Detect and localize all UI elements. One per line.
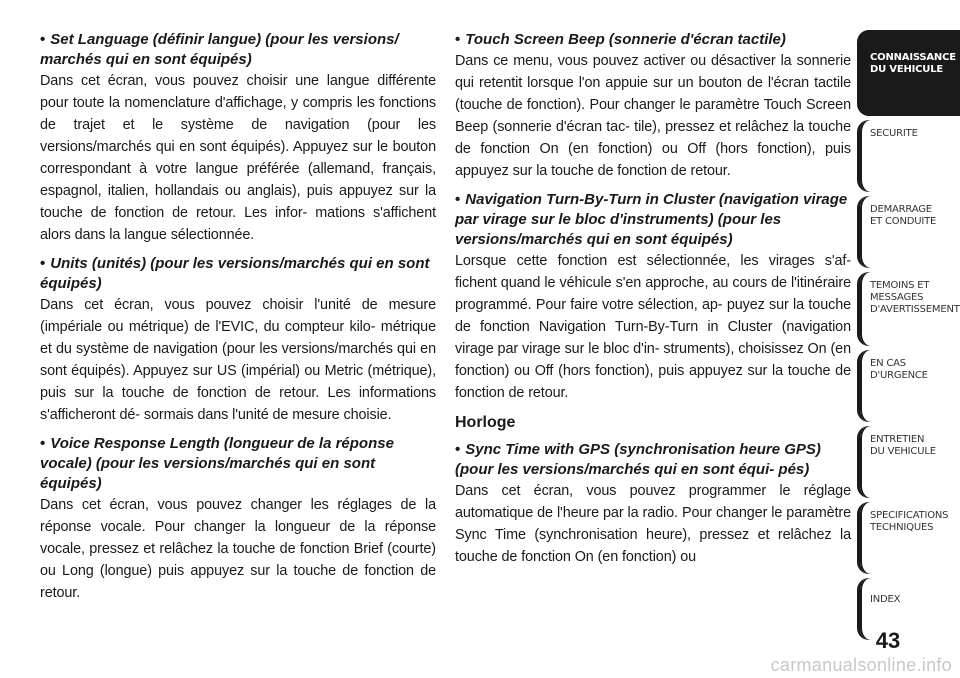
bullet: • [40,435,46,452]
bullet: • [455,441,461,458]
section-navigation-turn-by-turn [455,190,851,404]
bullet: • [40,31,46,48]
item-body: Dans cet écran, vous pouvez choisir une langue différente pour toute la nomenclature d'affichage, y compris les fonctions de trajet et le système de navigation (pour les versions/marchés qui en sont équipés). Appuyez sur le bouton correspondant à votre langue préférée (allemand, français, espagnol, italien, hollandais ou anglais), puis appuyez sur la touche de fonction de retour. Les infor- mations s'affichent alors dans la langue sélectionnée. [40,73,436,243]
item-body: Dans cet écran, vous pouvez programmer le réglage automatique de l'heure par la radio. Pour changer le paramètre Sync Time (synchronisation heure), pressez et relâchez la touche de fonction On (en fonction) ou [455,483,851,565]
section-sync-time [455,440,851,568]
item-body: Dans cet écran, vous pouvez choisir l'unité de mesure (impériale ou métrique) de l'EVIC, du compteur kilo- métrique et du système de navigation (pour les versions/marchés qui en sont équipés). Appuyez sur US (impérial) ou Metric (métrique), puis sur la touche de fonction de retour. Les informations s'afficheront dé- sormais dans l'unité de mesure choisie. [40,297,436,423]
item-heading: Voice Response Length (longueur de la réponse vocale) (pour les versions/marchés qui en sont équipés) [40,435,394,492]
item-heading: Units (unités) (pour les versions/marchés qui en sont équipés) [40,255,430,292]
tab-entretien-du-vehicule[interactable]: ENTRETIEN DU VEHICULE [857,426,960,498]
watermark: carmanualsonline.info [770,655,952,675]
bullet: • [40,255,46,272]
item-heading: Sync Time with GPS (synchronisation heure GPS) (pour les versions/marchés qui en sont équi- pés) [455,441,821,478]
section-units [40,254,436,426]
section-touch-screen-beep [455,30,851,182]
section-title-horloge: Horloge [455,414,516,431]
item-heading: Navigation Turn-By-Turn in Cluster (navigation virage par virage sur le bloc d'instruments) (pour les versions/marchés qui en sont équipés) [455,191,848,248]
bullet: • [455,191,461,208]
tab-index[interactable]: INDEX [857,578,960,640]
tab-specifications-techniques[interactable]: SPECIFICATIONS TECHNIQUES [857,502,960,574]
tab-demarrage-et-conduite[interactable]: DEMARRAGE ET CONDUITE [857,196,960,268]
tab-securite[interactable]: SECURITE [857,120,960,192]
item-body: Dans cet écran, vous pouvez changer les réglages de la réponse vocale. Pour changer la longueur de la réponse vocale, pressez et relâchez la touche de fonction Brief (courte) ou Long (longue) puis appuyez sur la touche de fonction de retour. [40,497,436,601]
tab-connaissance-du-vehicule[interactable]: CONNAISSANCE DU VEHICULE [857,30,960,116]
item-body: Lorsque cette fonction est sélectionnée, les virages s'af- fichent quand le véhicule s'en approche, au cours de l'itinéraire programmé. Pour faire votre sélection, ap- puyez sur la touche de fonction Navigation Turn-By-Turn in Cluster (navigation virage par virage sur le bloc d'in- struments), choisissez On (en fonction) ou Off (hors fonction), puis appuyez sur la touche de fonction de retour. [455,253,851,401]
tab-en-cas-d-urgence[interactable]: EN CAS D'URGENCE [857,350,960,422]
item-heading: Set Language (définir langue) (pour les versions/ marchés qui en sont équipés) [40,31,399,68]
left-column [40,30,436,612]
bullet: • [455,31,461,48]
chapter-tabs [857,30,960,644]
page-number: 43 [875,628,901,653]
right-column [455,30,851,576]
item-heading: Touch Screen Beep (sonnerie d'écran tactile) [465,31,786,48]
section-voice-response [40,434,436,604]
section-set-language [40,30,436,246]
tab-temoins-et-messages[interactable]: TEMOINS ET MESSAGES D'AVERTISSEMENT [857,272,960,346]
item-body: Dans ce menu, vous pouvez activer ou désactiver la sonnerie qui retentit lorsque l'on appuie sur un bouton de l'écran tactile (touche de fonction). Pour changer le paramètre Touch Screen Beep (sonnerie d'écran tac- tile), pressez et relâchez la touche de fonction On (en fonction) ou Off (hors fonction), puis appuyez sur la touche de fonction de retour. [455,53,851,179]
